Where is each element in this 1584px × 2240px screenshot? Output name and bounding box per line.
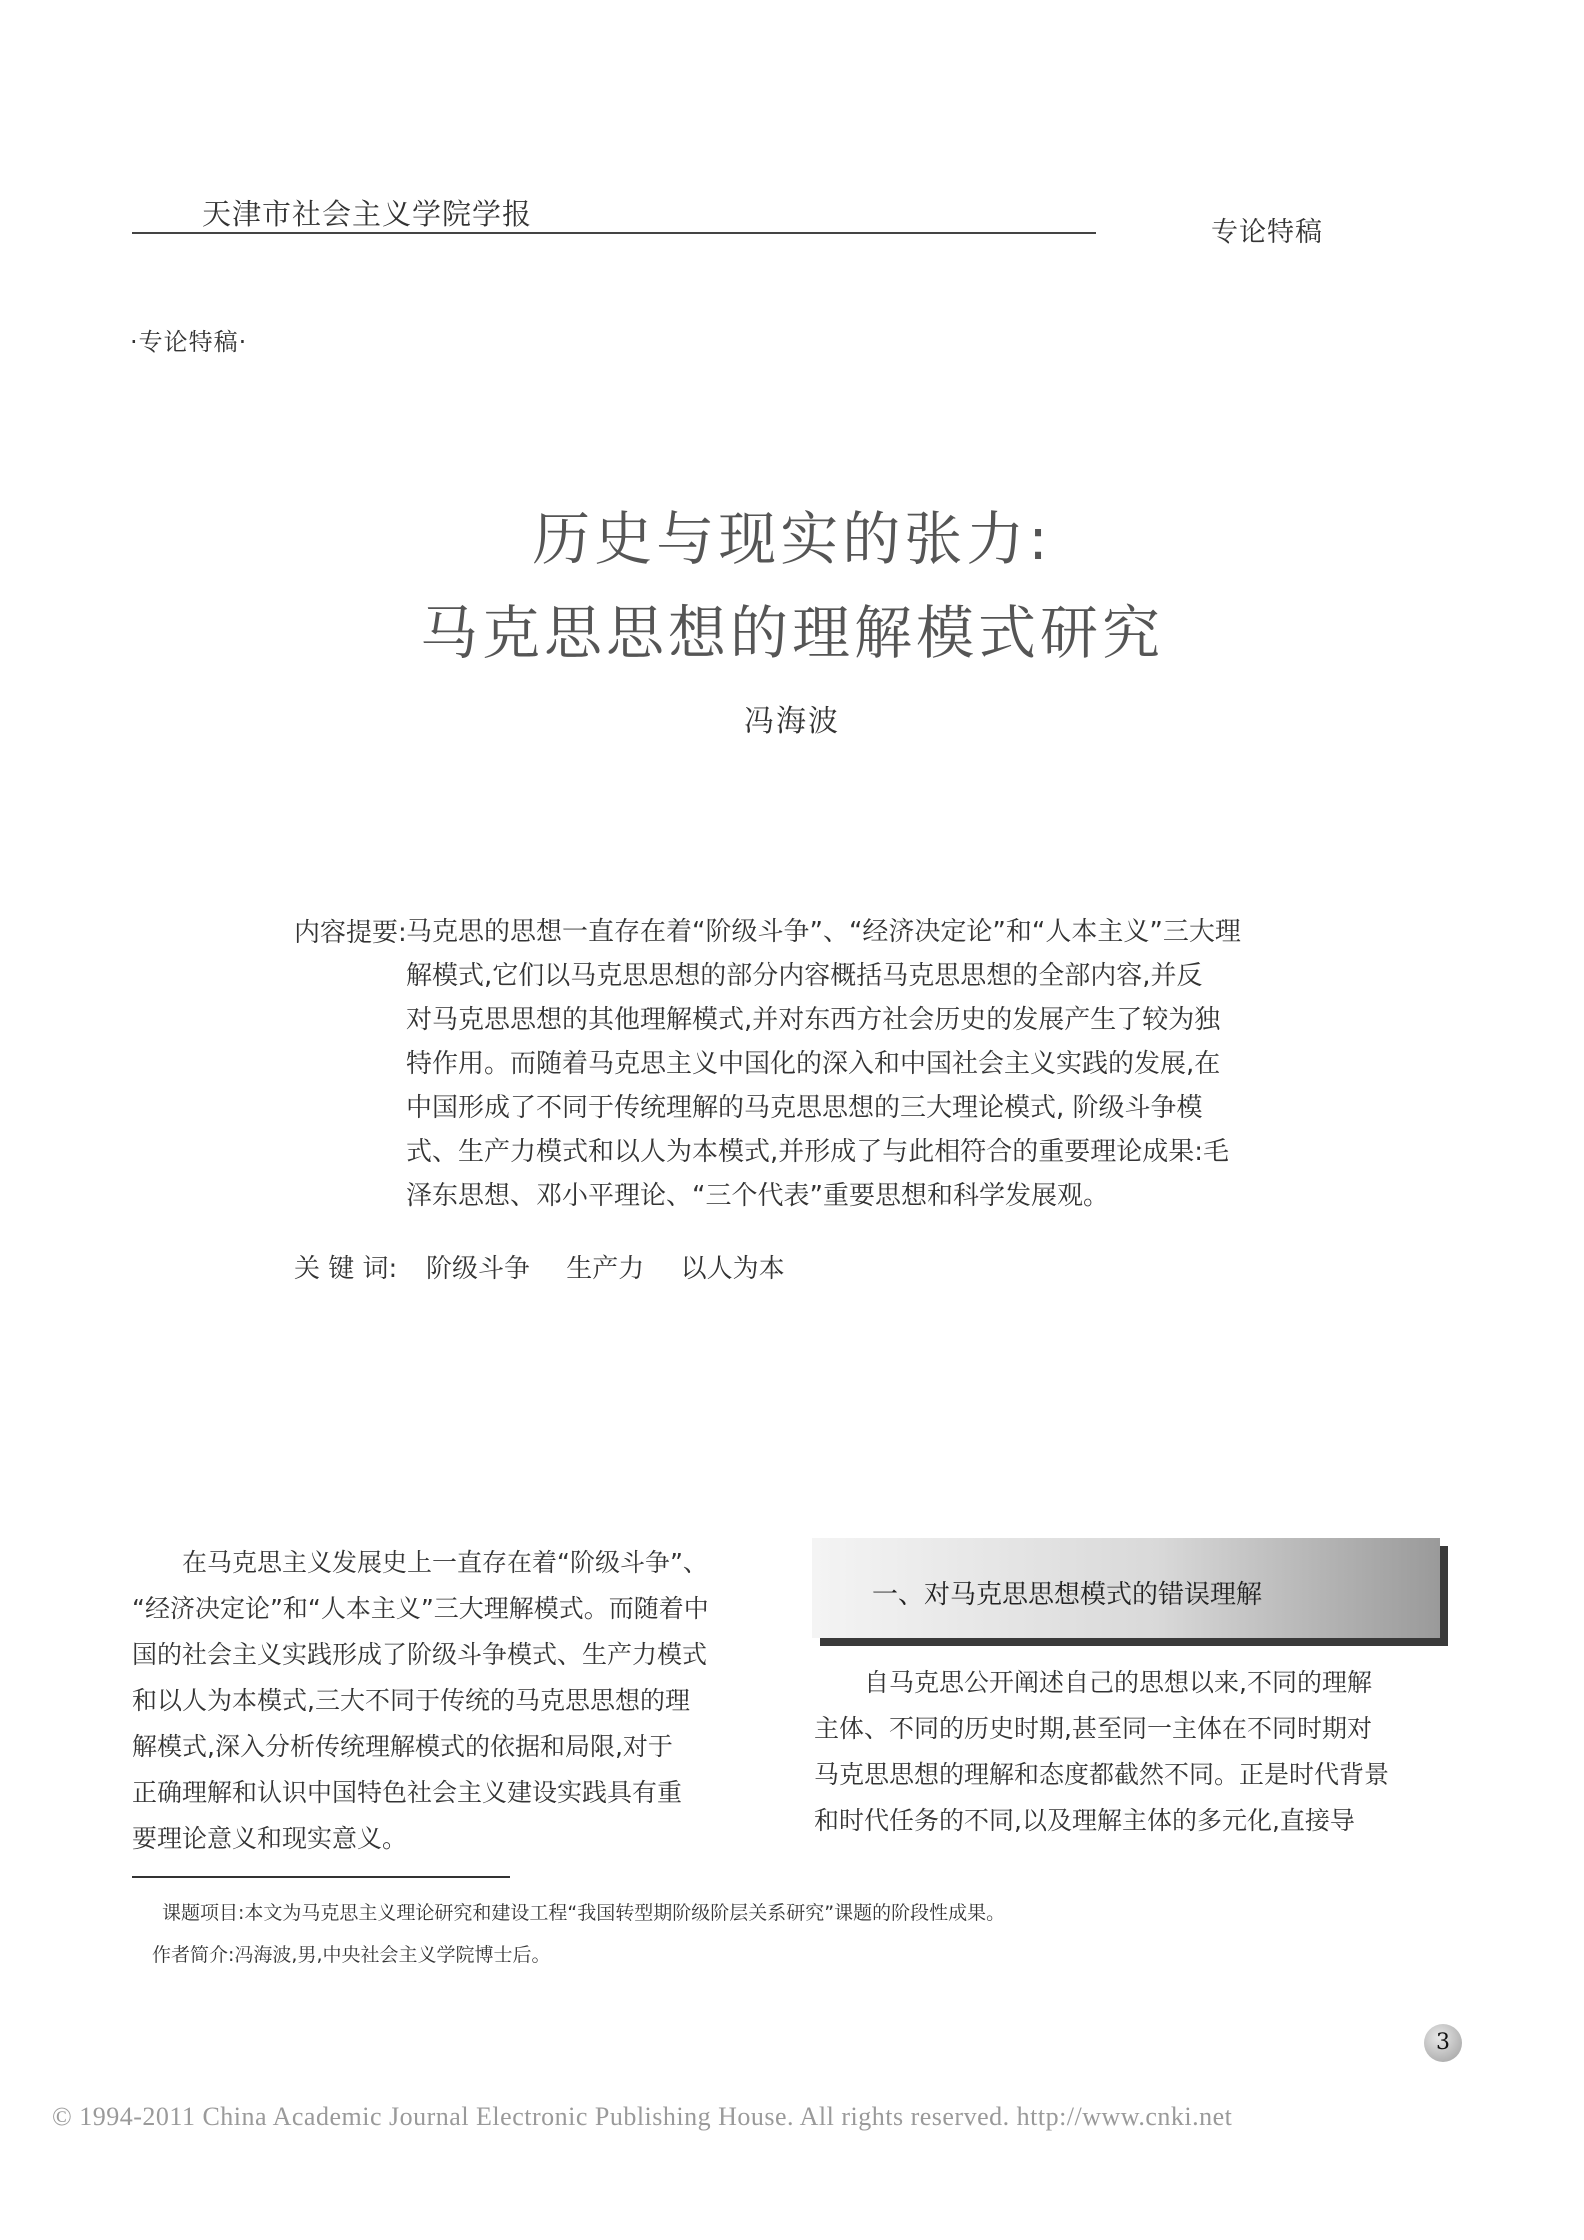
footnote-project: 课题项目:本文为马克思主义理论研究和建设工程“我国转型期阶级阶层关系研究”课题的阶段性成果。 xyxy=(162,1902,1006,1924)
abstract-line: 特作用。而随着马克思主义中国化的深入和中国社会主义实践的发展,在 xyxy=(406,1049,1221,1079)
body-line: 主体、不同的历史时期,甚至同一主体在不同时期对 xyxy=(814,1714,1372,1743)
section1-paragraph xyxy=(814,1660,1454,1844)
footnote-rule xyxy=(132,1876,510,1878)
copyright-notice: © 1994-2011 China Academic Journal Electronic Publishing House. All rights reserved. http://www.cnki.net xyxy=(52,2102,1233,2131)
section-heading: 一、对马克思思想模式的错误理解 xyxy=(872,1580,1263,1610)
abstract-line: 解模式,它们以马克思思想的部分内容概括马克思思想的全部内容,并反 xyxy=(406,961,1203,991)
abstract-text xyxy=(408,910,1358,1218)
header-rule xyxy=(132,232,1096,234)
article-title-line2: 马克思思想的理解模式研究 xyxy=(419,599,1164,667)
body-line: “经济决定论”和“人本主义”三大理解模式。而随着中 xyxy=(132,1594,709,1623)
keyword: 生产力 xyxy=(566,1254,645,1284)
intro-paragraph xyxy=(132,1540,762,1862)
body-line: 国的社会主义实践形成了阶级斗争模式、生产力模式 xyxy=(132,1640,708,1669)
abstract-line: 马克思的思想一直存在着“阶级斗争”、“经济决定论”和“人本主义”三大理 xyxy=(406,917,1241,947)
abstract-line: 式、生产力模式和以人为本模式,并形成了与此相符合的重要理论成果:毛 xyxy=(406,1137,1230,1167)
keyword: 阶级斗争 xyxy=(426,1254,531,1284)
keyword: 以人为本 xyxy=(680,1254,785,1284)
column-tag: ·专论特稿· xyxy=(130,328,248,356)
body-line: 和以人为本模式,三大不同于传统的马克思思想的理 xyxy=(132,1686,690,1715)
page-number: 3 xyxy=(1424,2024,1462,2062)
body-line: 正确理解和认识中国特色社会主义建设实践具有重 xyxy=(132,1778,683,1807)
body-line: 和时代任务的不同,以及理解主体的多元化,直接导 xyxy=(814,1806,1355,1835)
abstract-line: 对马克思思想的其他理解模式,并对东西方社会历史的发展产生了较为独 xyxy=(406,1005,1221,1035)
article-title-line1: 历史与现实的张力: xyxy=(532,505,1052,573)
header-section-label: 专论特稿 xyxy=(1211,217,1323,248)
body-line: 解模式,深入分析传统理解模式的依据和局限,对于 xyxy=(132,1732,673,1761)
body-line: 要理论意义和现实意义。 xyxy=(132,1824,408,1853)
abstract-line: 中国形成了不同于传统理解的马克思思想的三大理论模式, 阶级斗争模 xyxy=(406,1093,1203,1123)
body-line: 在马克思主义发展史上一直存在着“阶级斗争”、 xyxy=(132,1548,708,1577)
keywords-label: 关 键 词: xyxy=(294,1254,398,1284)
keywords-list xyxy=(426,1248,813,1285)
journal-name: 天津市社会主义学院学报 xyxy=(202,197,533,231)
abstract-label: 内容提要: xyxy=(294,918,407,948)
body-line: 马克思思想的理解和态度都截然不同。正是时代背景 xyxy=(814,1760,1390,1789)
article-author: 冯海波 xyxy=(744,704,840,739)
footnote-author-bio: 作者简介:冯海波,男,中央社会主义学院博士后。 xyxy=(152,1944,551,1966)
abstract-line: 泽东思想、邓小平理论、“三个代表”重要思想和科学发展观。 xyxy=(406,1181,1109,1211)
body-line: 自马克思公开阐述自己的思想以来,不同的理解 xyxy=(814,1668,1372,1697)
